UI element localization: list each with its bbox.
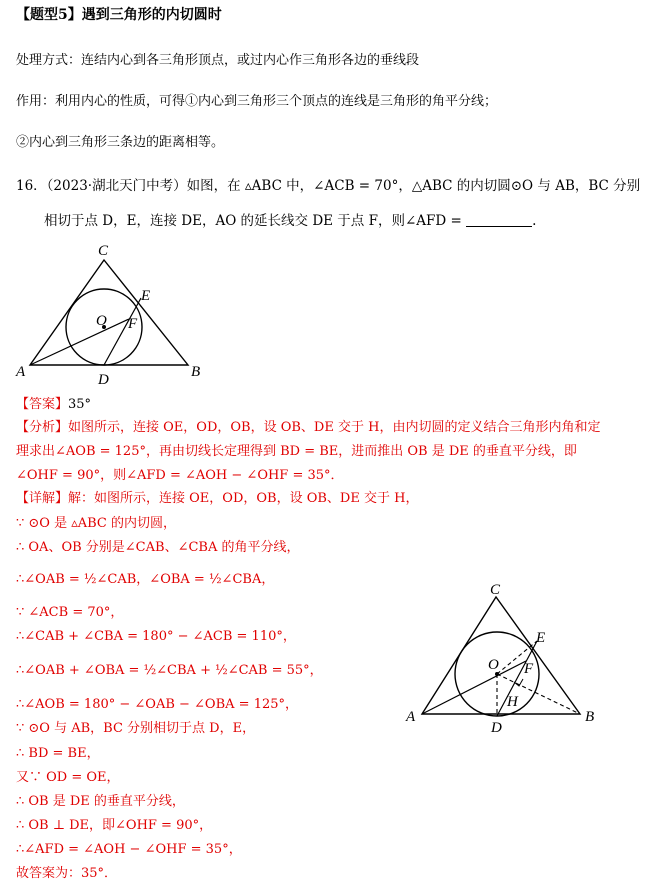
label-o: O: [96, 313, 107, 329]
analysis-line-1: [16, 419, 600, 437]
step-7: ∴∠AOB = 180° − ∠OAB − ∠OBA = 125°，: [16, 697, 299, 712]
analysis-line-2: 理求出∠AOB = 125°，再由切线长定理得到 BD = BE，进而推出 OB 是 DE 的垂直平分线，即: [16, 444, 577, 459]
question-line-1: 16．（2023·湖北天门中考）如图，在 ▵ABC 中，∠ACB = 70°，△ABC 的内切圆⊙O 与 AB，BC 分别: [16, 178, 641, 194]
segment-af: [30, 319, 129, 365]
detail-line: [16, 490, 418, 508]
label-o-2: O: [488, 657, 499, 673]
answer-value: 35°: [68, 397, 92, 412]
label-b: B: [191, 364, 201, 380]
step-14: 故答案为：35°．: [16, 866, 118, 881]
step-9: ∴ BD = BE，: [16, 746, 100, 761]
question-line-2: [44, 212, 536, 230]
answer-tag: 【答案】: [16, 397, 69, 412]
step-1: ∵ ⊙O 是 ▵ABC 的内切圆，: [16, 516, 177, 531]
method-line: 处理方式：连结内心到各三角形顶点，或过内心作三角形各边的垂线段: [16, 53, 420, 68]
step-5: ∴∠CAB + ∠CBA = 180° − ∠ACB = 110°，: [16, 629, 296, 644]
label-d: D: [98, 372, 109, 386]
answer-line: [16, 396, 91, 414]
label-c: C: [98, 243, 109, 259]
detail-tag: 【详解】: [16, 491, 69, 506]
step-10: 又∵ OD = OE，: [16, 770, 120, 785]
analysis-tag: 【分析】: [16, 420, 69, 435]
section-title: 【题型5】遇到三角形的内切圆时: [16, 7, 222, 23]
step-13: ∴∠AFD = ∠AOH − ∠OHF = 35°，: [16, 842, 242, 857]
question-end: .: [532, 213, 537, 229]
step-11: ∴ OB 是 DE 的垂直平分线，: [16, 794, 185, 809]
figure-2: [398, 578, 608, 738]
analysis-line-3: ∠OHF = 90°，则∠AFD = ∠AOH − ∠OHF = 35°．: [16, 468, 344, 483]
label-c-2: C: [490, 582, 501, 598]
figure-1: [10, 238, 210, 386]
triangle-abc: [30, 260, 188, 365]
label-f: F: [128, 316, 138, 332]
step-3: ∴∠OAB = ½∠CAB，∠OBA = ½∠CBA，: [16, 572, 275, 587]
analysis-text-1: 如图所示，连接 OE，OD，OB，设 OB、DE 交于 H，由内切圆的定义结合三角形内角和定: [68, 420, 601, 435]
label-d-2: D: [491, 720, 502, 736]
step-8: ∵ ⊙O 与 AB，BC 分别相切于点 D，E，: [16, 721, 256, 736]
triangle-abc-2: [422, 597, 580, 714]
label-e: E: [141, 288, 151, 304]
label-a-2: A: [406, 709, 416, 725]
label-b-2: B: [585, 709, 595, 725]
answer-blank: [466, 214, 532, 227]
detail-intro: 解：如图所示，连接 OE，OD，OB，设 OB、DE 交于 H，: [68, 491, 419, 506]
label-h-2: H: [507, 694, 518, 710]
label-e-2: E: [536, 630, 546, 646]
step-2: ∴ OA、OB 分别是∠CAB、∠CBA 的角平分线，: [16, 540, 300, 555]
label-a: A: [16, 364, 26, 380]
step-12: ∴ OB ⊥ DE，即∠OHF = 90°，: [16, 818, 213, 833]
question-text: 相切于点 D，E，连接 DE，AO 的延长线交 DE 于点 F，则∠AFD =: [44, 213, 462, 229]
step-4: ∵ ∠ACB = 70°，: [16, 605, 124, 620]
use-line-2: ②内心到三角形三条边的距离相等。: [16, 135, 225, 150]
step-6: ∴∠OAB + ∠OBA = ½∠CBA + ½∠CAB = 55°，: [16, 663, 323, 678]
use-line: 作用：利用内心的性质，可得①内心到三角形三个顶点的连线是三角形的角平分线；: [16, 94, 498, 109]
label-f-2: F: [524, 661, 534, 677]
